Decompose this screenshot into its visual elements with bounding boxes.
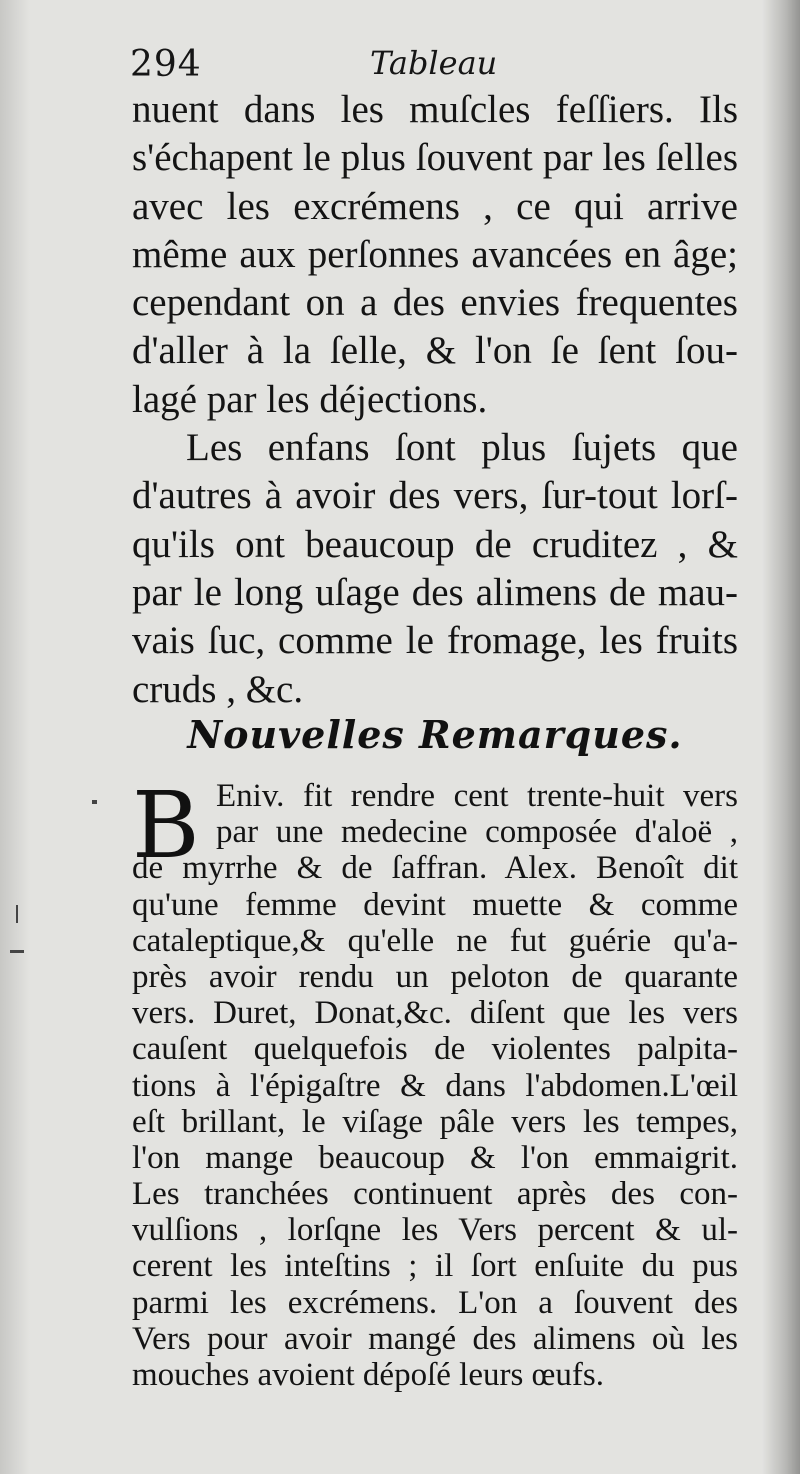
page-header [130,40,740,90]
text-line: vais ſuc, comme le fromage, les fruits [132,619,738,663]
text-line: même aux perſonnes avancées en âge; [132,232,738,276]
text-line: l'on mange beaucoup & l'on emmaigrit. [132,1139,738,1176]
text-line: parmi les excrémens. L'on a ſouvent des [132,1284,738,1321]
section-heading: Nouvelles Remarques. [187,712,683,757]
page-edge-shadow [0,0,30,1474]
text-line: eſt brillant, le viſage pâle vers les tempes, [132,1103,738,1140]
text-line: Vers pour avoir mangé des alimens où les [132,1320,738,1357]
margin-mark [16,905,18,923]
text-line: Les enfans ſont plus ſujets que [186,426,738,470]
text-line: par une medecine composée d'aloë , [216,814,738,851]
text-line: qu'une femme devint muette & comme [132,886,738,923]
text-line: cataleptique,& qu'elle ne fut guérie qu'a- [132,922,738,959]
text-line: vers. Duret, Donat,&c. diſent que les vers [132,995,738,1032]
page-number: 294 [130,44,202,85]
text-line: Eniv. fit rendre cent trente-huit vers [216,778,738,814]
margin-mark [10,950,24,953]
drop-cap: B [132,772,200,879]
text-line: par le long uſage des alimens de mau- [132,570,738,614]
text-line: de myrrhe & de ſaffran. Alex. Benoît dit [132,850,738,887]
text-line: mouches avoient dépoſé leurs œufs. [132,1357,604,1393]
margin-mark [92,800,97,804]
text-line: lagé par les déjections. [132,377,488,421]
text-line: s'échapent le plus ſouvent par les ſelles [132,136,738,180]
text-line: nuent dans les muſcles feſſiers. Ils [132,88,738,131]
text-line: qu'ils ont beaucoup de cruditez , & [132,522,738,566]
text-line: vulſions , lorſqne les Vers percent & ul- [132,1212,738,1249]
text-line: d'aller à la ſelle, & l'on ſe ſent ſou- [132,329,738,373]
text-line: cependant on a des envies frequentes [132,281,738,325]
text-line: d'autres à avoir des vers, ſur-tout lorſ- [132,474,738,518]
text-line: près avoir rendu un peloton de quarante [132,958,738,995]
text-line: cauſent quelquefois de violentes palpita- [132,1031,738,1068]
text-line: Les tranchées continuent après des con- [132,1176,738,1213]
text-line: tions à l'épigaſtre & dans l'abdomen.L'œil [132,1067,738,1104]
body-text-lower [132,772,738,1393]
body-text-upper [132,86,738,714]
text-line: cerent les inteſtins ; il ſort enſuite du pus [132,1248,738,1285]
spine-shadow [762,0,800,1474]
text-line: avec les excrémens , ce qui arrive [132,184,738,228]
text-line: cruds , &c. [132,667,304,711]
running-title: Tableau [370,44,498,82]
